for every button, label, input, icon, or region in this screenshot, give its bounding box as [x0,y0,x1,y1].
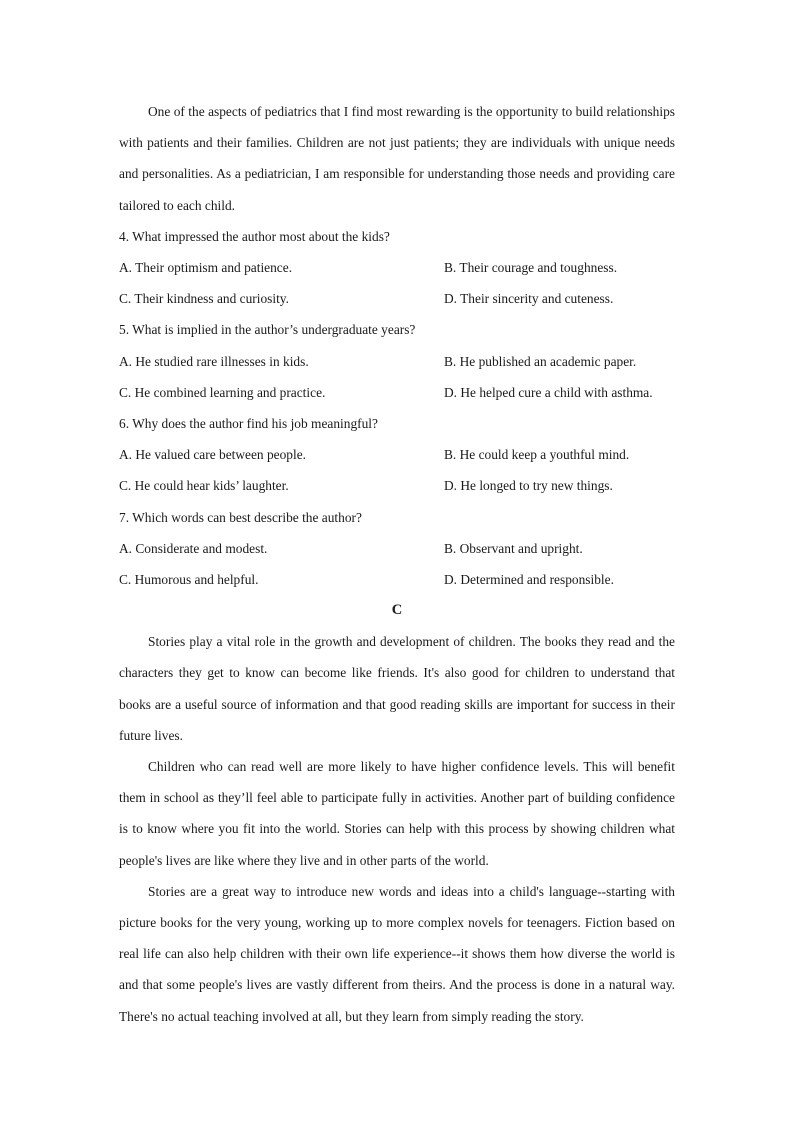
option-a: A. Considerate and modest. [119,540,268,556]
option-a: A. He valued care between people. [119,447,307,463]
option-b: B. He published an academic paper. [444,353,637,369]
option-d: D. He longed to try new things. [444,478,613,494]
option-a: A. Their optimism and patience. [119,260,293,275]
question-6 [119,408,675,502]
option-a: A. He studied rare illnesses in kids. [119,353,309,369]
section-c-paragraph: Stories are a great way to introduce new words and ideas into a child's language--starting with picture books for the very young, working up to more complex novels for teenagers. Fiction based on real life can also help children with their own life experience--it shows them how diverse the world is and that some people's lives are vastly different from theirs. And the process is done in a natural way. There's no actual teaching involved at all, but they learn from simply reading the story. [119,883,675,1024]
section-c-paragraph: Stories play a vital role in the growth and development of children. The books they read and the characters they get to know can become like friends. It's also good for children to understand that books are a useful source of information and that good reading skills are important for success in their future lives. [119,634,675,743]
option-b: B. Observant and upright. [444,540,583,556]
section-c-heading: C [391,602,403,619]
option-b: B. Their courage and toughness. [444,260,618,275]
question-stem: 4. What impressed the author most about the kids? [119,228,390,244]
option-d: D. Their sincerity and cuteness. [444,291,614,307]
question-7 [119,502,675,596]
option-d: D. Determined and responsible. [444,571,614,587]
document-page [119,96,675,1032]
option-c: C. Humorous and helpful. [119,571,259,587]
answer-options [119,533,675,595]
option-c: C. He could hear kids’ laughter. [119,478,289,494]
option-d: D. He helped cure a child with asthma. [444,384,653,400]
option-c: C. He combined learning and practice. [119,384,326,400]
question-stem: 6. Why does the author find his job meaningful? [119,415,378,431]
section-c-paragraph: Children who can read well are more likely to have higher confidence levels. This will benefit them in school as they’ll feel able to participate fully in activities. Another part of building confidence is to know where you fit into the world. Stories can help with this process by showing children what people's lives are like where they live and in other parts of the world. [119,759,675,868]
answer-options [119,439,675,501]
answer-options [119,346,675,408]
option-b: B. He could keep a youthful mind. [444,447,630,463]
question-stem: 7. Which words can best describe the author? [119,509,362,525]
passage-b-closing-paragraph: One of the aspects of pediatrics that I find most rewarding is the opportunity to build relationships with patients and their families. Children are not just patients; they are individuals with unique needs and personalities. As a pediatrician, I am responsible for understanding those needs and providing care tailored to each child. [119,104,675,213]
question-5 [119,314,675,408]
question-4 [119,221,675,315]
answer-options [119,252,675,314]
question-stem: 5. What is implied in the author’s undergraduate years? [119,322,416,338]
option-c: C. Their kindness and curiosity. [119,291,289,307]
